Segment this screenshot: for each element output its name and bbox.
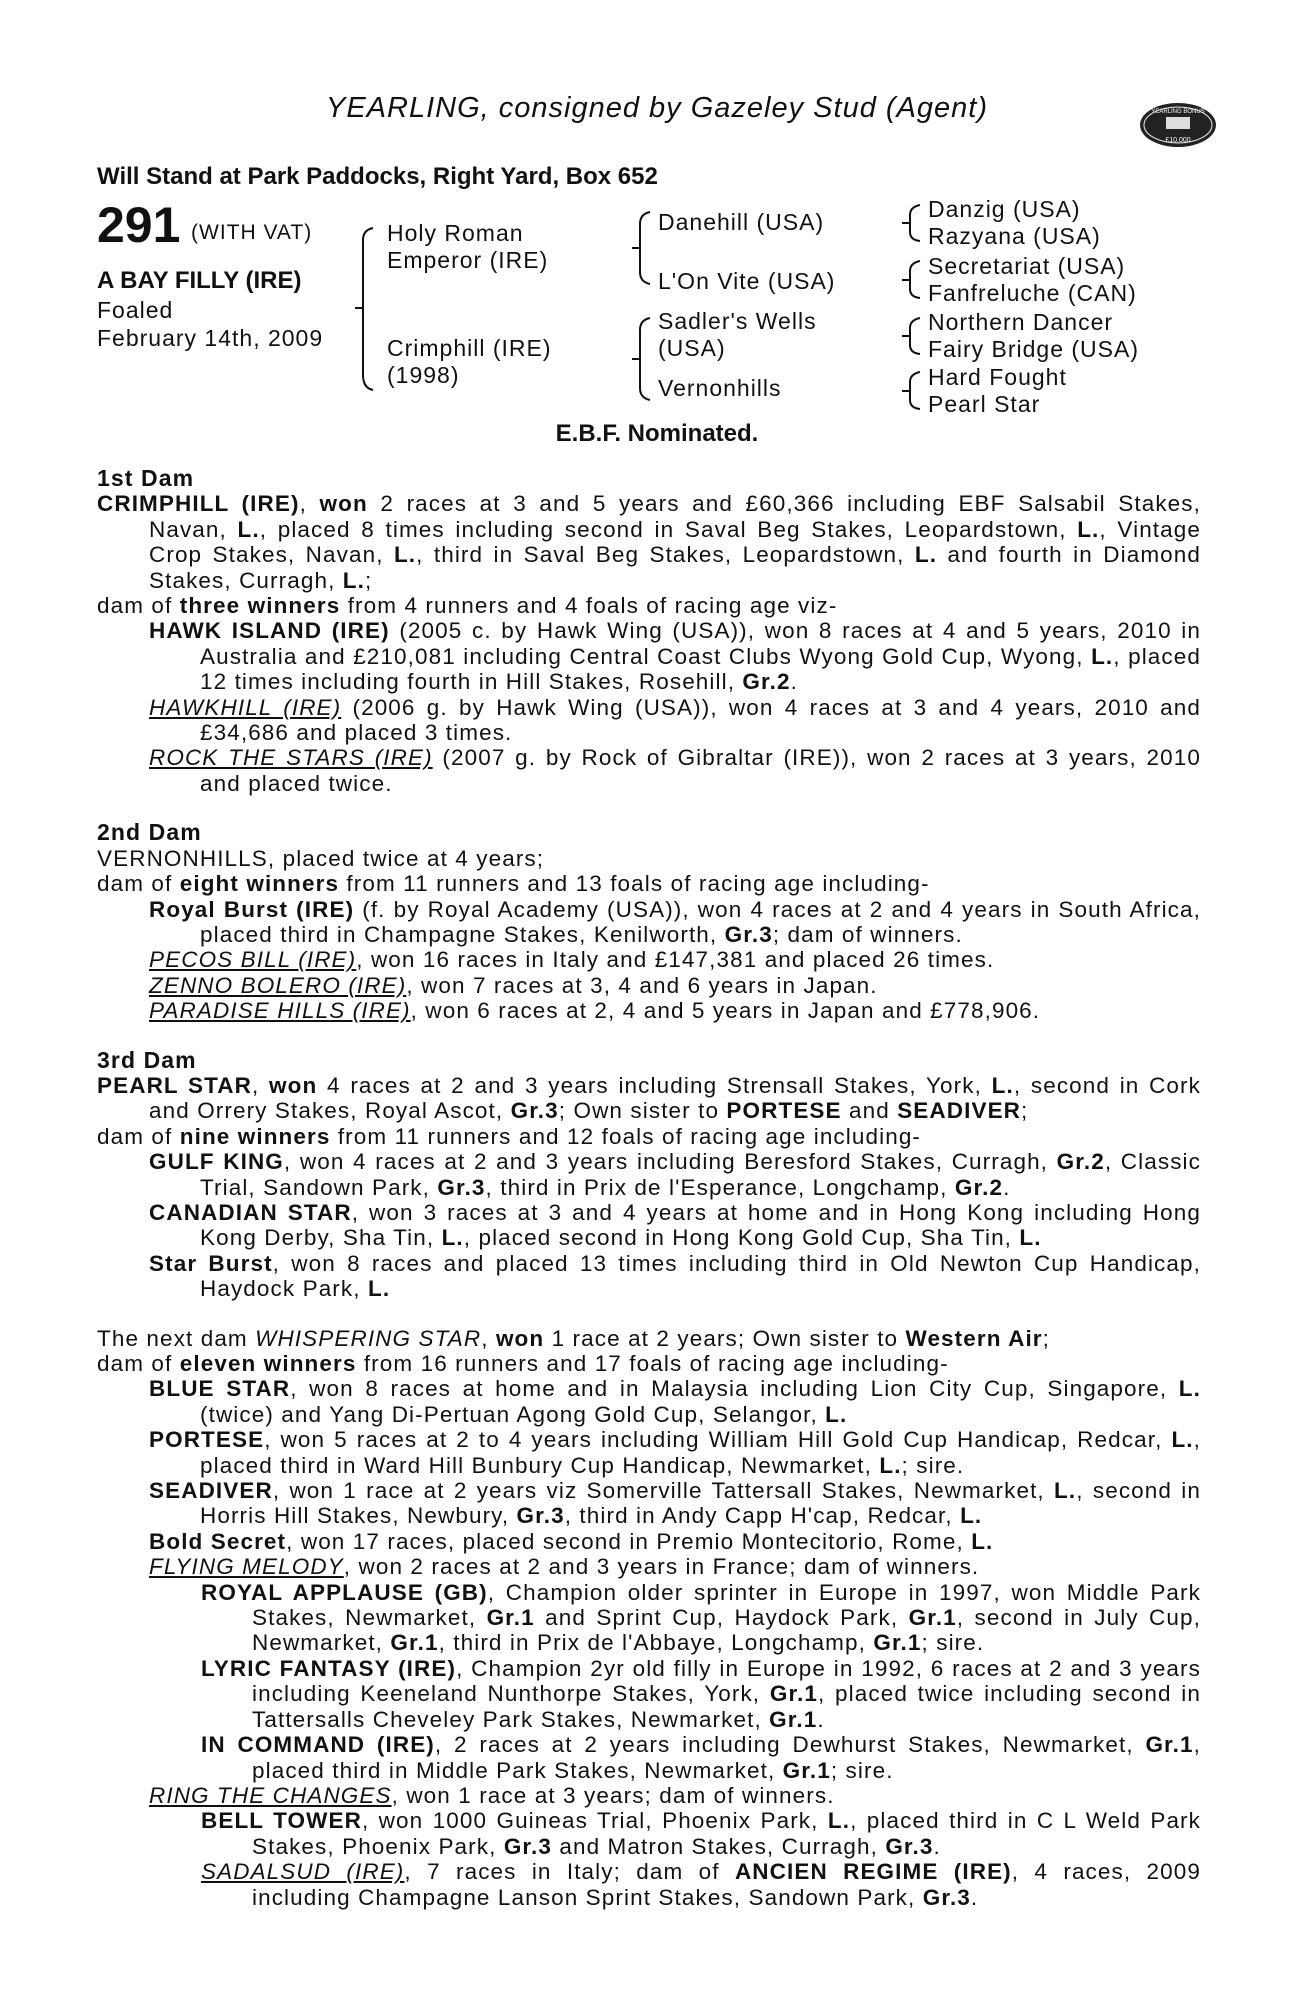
first-dam-record: CRIMPHILL (IRE), won 2 races at 3 and 5 years and £60,366 including EBF Salsabil Stakes, Navan, L., placed 8 times including second in Saval Beg Stakes, Leopardstown, L., Vintage Crop Stakes, Navan, L., third in Saval Beg Stakes, Leopardstown, L. and fourth in Diamond Stakes, Curragh, L.; [97,491,1202,593]
sdd: Fanfreluche (CAN) [928,280,1137,306]
second-dam-progeny-1: Royal Burst (IRE) (f. by Royal Academy (USA)), won 4 races at 2 and 4 years in South Africa, placed third in Champagne Stakes, Kenilworth, Gr.3; dam of winners. [149,896,1201,947]
grandprogeny-3: IN COMMAND (IRE), 2 races at 2 years including Dewhurst Stakes, Newmarket, Gr.1, placed third in Middle Park Stakes, Newmarket, Gr.1; sire. [201,1732,1201,1783]
ssd: Razyana (USA) [928,223,1101,249]
first-dam-progeny-3: ROCK THE STARS (IRE) (2007 g. by Rock of Gibraltar (IRE)), won 2 races at 3 years, 2010 and placed twice. [149,745,1201,796]
third-dam-title: 3rd Dam [97,1046,197,1073]
second-dam-record: VERNONHILLS, placed twice at 4 years; [97,845,545,871]
first-dam-produce-summary: dam of three winners from 4 runners and 4 foals of racing age viz- [97,593,838,619]
pedigree-body [97,466,1201,1910]
horse-description: A BAY FILLY (IRE) [97,267,302,294]
second-dam-produce-summary: dam of eight winners from 11 runners and 13 foals of racing age including- [97,871,930,897]
dsd: Fairy Bridge (USA) [928,336,1139,362]
third-dam-progeny-2: CANADIAN STAR, won 3 races at 3 and 4 years at home and in Hong Kong including Hong Kong Derby, Sha Tin, L., placed second in Hong Kong Gold Cup, Sha Tin, L. [149,1199,1201,1251]
dam [387,335,552,389]
dam-sire-line2: (USA) [658,335,726,361]
ddd: Pearl Star [928,391,1041,417]
third-dam-record: PEARL STAR, won 4 races at 2 and 3 years including Strensall Stakes, York, L., second in Cork and Orrery Stakes, Royal Ascot, Gr.3; Own sister to PORTESE and SEADIVER; [97,1072,1201,1124]
fourth-dam-progeny-4: Bold Secret, won 17 races, placed second in Premio Montecitorio, Rome, L. [149,1528,994,1554]
sire [387,220,548,274]
dds: Hard Fought [928,364,1067,390]
sire-sire: Danehill (USA) [658,209,825,235]
grandprogeny-2: LYRIC FANTASY (IRE), Champion 2yr old filly in Europe in 1992, 6 races at 2 and 3 years including Keeneland Nunthorpe Stakes, York, Gr.1, placed twice including second in Tattersalls Cheveley Park Stakes, Newmarket, Gr.1. [201,1655,1201,1732]
vat-note: (WITH VAT) [191,221,313,244]
foaled-date: February 14th, 2009 [97,325,324,351]
grandprogeny-5: SADALSUD (IRE), 7 races in Italy; dam of ANCIEN REGIME (IRE), 4 races, 2009 including Champagne Lanson Sprint Stakes, Sandown Park, Gr.3. [201,1859,1201,1910]
badge-top-text: YEARLING BONUS [1151,109,1205,115]
second-dam-progeny-4: PARADISE HILLS (IRE), won 6 races at 2, 4 and 5 years in Japan and £778,906. [149,998,1041,1024]
third-dam-produce-summary: dam of nine winners from 11 runners and 12 foals of racing age including- [97,1123,922,1149]
grandprogeny-4: BELL TOWER, won 1000 Guineas Trial, Phoenix Park, L., placed third in C L Weld Park Stakes, Phoenix Park, Gr.3 and Matron Stakes, Curragh, Gr.3. [201,1808,1202,1859]
third-dam-progeny-1: GULF KING, won 4 races at 2 and 3 years including Beresford Stakes, Curragh, Gr.2, Classic Trial, Sandown Park, Gr.3, third in Prix de l'Esperance, Longchamp, Gr.2. [149,1149,1201,1200]
page-header: YEARLING, consigned by Gazeley Stud (Agent) [326,92,988,124]
grandprogeny-1: ROYAL APPLAUSE (GB), Champion older sprinter in Europe in 1997, won Middle Park Stakes, Newmarket, Gr.1 and Sprint Cup, Haydock Park, Gr.1, second in July Cup, Newmarket, Gr.1, third in Prix de l'Abbaye, Longchamp, Gr.1; sire. [201,1579,1201,1656]
stand-location: Will Stand at Park Paddocks, Right Yard, Box 652 [97,163,658,190]
dam-line2: (1998) [387,362,460,388]
fourth-dam-progeny-2: PORTESE, won 5 races at 2 to 4 years including William Hill Gold Cup Handicap, Redcar, L., placed third in Ward Hill Bunbury Cup Handicap, Newmarket, L.; sire. [149,1427,1201,1478]
fourth-dam-record: The next dam WHISPERING STAR, won 1 race at 2 years; Own sister to Western Air; [97,1325,1051,1351]
dam-sire-line1: Sadler's Wells [658,308,817,334]
ebf-nominated: E.B.F. Nominated. [555,420,759,447]
first-dam-progeny-1: HAWK ISLAND (IRE) (2005 c. by Hawk Wing (USA)), won 8 races at 4 and 5 years, 2010 in Australia and £210,081 including Central Coast Clubs Wyong Gold Cup, Wyong, L., placed 12 times including fourth in Hill Stakes, Rosehill, Gr.2. [149,618,1202,695]
sire-dam: L'On Vite (USA) [658,268,836,294]
dss: Northern Dancer [928,309,1114,335]
first-dam-title: 1st Dam [97,465,195,491]
sire-line1: Holy Roman [387,220,524,246]
fourth-dam-produce-summary: dam of eleven winners from 16 runners and 17 foals of racing age including- [97,1351,949,1376]
dam-sire [658,308,817,362]
sss: Danzig (USA) [928,196,1081,222]
foaled-info [97,296,323,352]
foaled-label: Foaled [97,297,174,323]
first-dam-progeny-2: HAWKHILL (IRE) (2006 g. by Hawk Wing (USA)), won 4 races at 3 and 4 years, 2010 and £34,686 and placed 3 times. [149,694,1201,746]
lot-number: 291 [97,197,181,253]
second-dam-title: 2nd Dam [97,819,202,846]
dam-dam: Vernonhills [658,375,782,401]
second-dam-progeny-3: ZENNO BOLERO (IRE), won 7 races at 3, 4 and 6 years in Japan. [149,972,878,998]
dam-line1: Crimphill (IRE) [387,335,552,361]
fourth-dam-progeny-5: FLYING MELODY, won 2 races at 2 and 3 years in France; dam of winners. [149,1554,980,1580]
sire-line2: Emperor (IRE) [387,247,549,273]
sds: Secretariat (USA) [928,253,1126,279]
third-dam-progeny-3: Star Burst, won 8 races and placed 13 times including third in Old Newton Cup Handicap, Haydock Park, L. [149,1250,1201,1302]
badge-bottom-text: £10,000 [1165,137,1191,144]
fourth-dam-progeny-1: BLUE STAR, won 8 races at home and in Malaysia including Lion City Cup, Singapore, L. (twice) and Yang Di-Pertuan Agong Gold Cup, Selangor, L. [149,1376,1201,1427]
fourth-dam-progeny-6: RING THE CHANGES, won 1 race at 3 years; dam of winners. [149,1782,835,1808]
second-dam-progeny-2: PECOS BILL (IRE), won 16 races in Italy and £147,381 and placed 26 times. [149,947,995,973]
fourth-dam-progeny-3: SEADIVER, won 1 race at 2 years viz Somerville Tattersall Stakes, Newmarket, L., second in Horris Hill Stakes, Newbury, Gr.3, third in Andy Capp H'cap, Redcar, L. [149,1478,1201,1529]
yearling-bonus-badge [1138,98,1218,152]
